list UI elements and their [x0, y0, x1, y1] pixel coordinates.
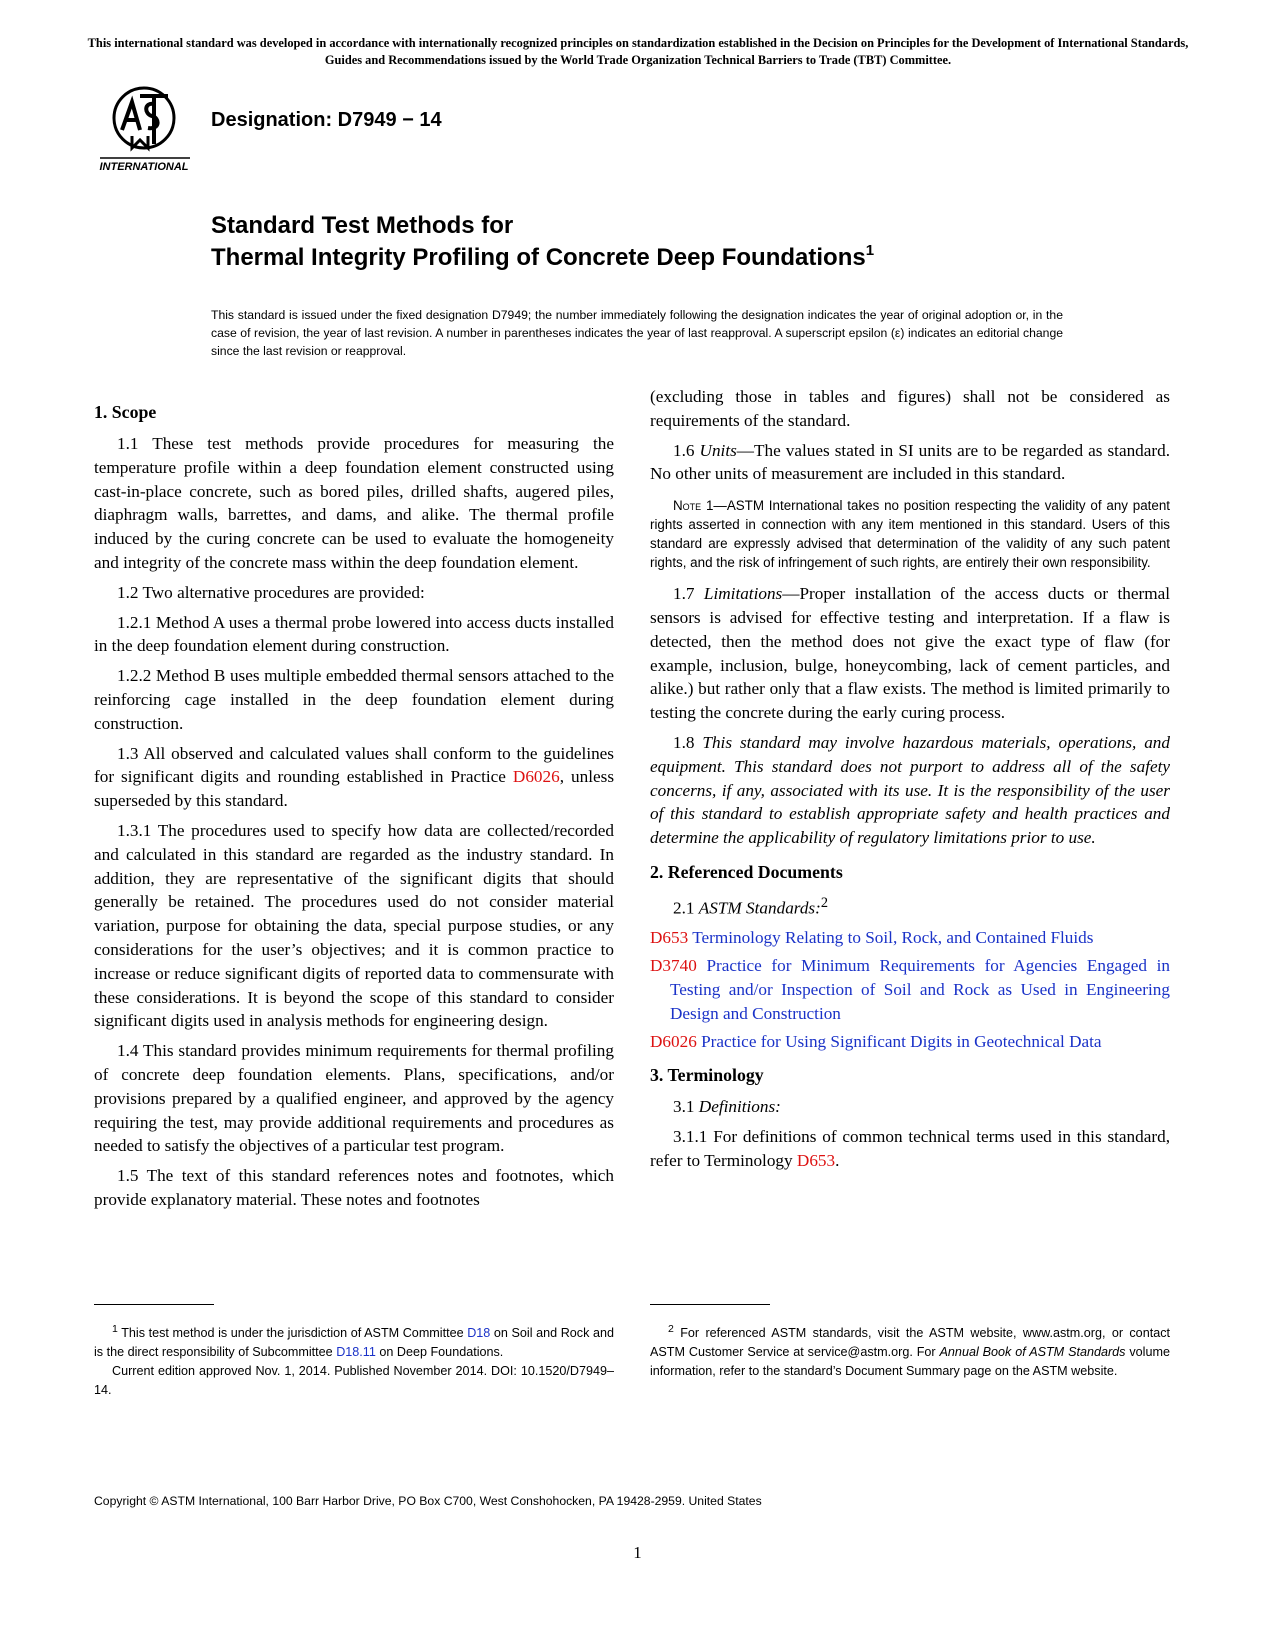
reference-d3740[interactable]: D3740 Practice for Minimum Requirements for Agencies Engaged in Testing and/or Inspection of Soil and Rock as Used in Engineering Design and Construction — [650, 956, 1171, 1023]
logo-text: INTERNATIONAL — [99, 161, 189, 173]
para-1-1: 1.1 These test methods provide procedures for measuring the temperature profile within a deep foundation element constructed using cast-in-place concrete, such as bored piles, drilled shafts, augered piles, diaphragm walls, barrettes, and dams, and alike. The thermal profile induced by the curing concrete can be used to evaluate the homogeneity and integrity of the concrete mass within the deep foundation element. — [94, 434, 614, 572]
para-1-6: 1.6 Units—The values stated in SI units are to be regarded as standard. No other units of measurement are included in this standard. — [650, 440, 1170, 484]
para-1-2: 1.2 Two alternative procedures are provided: — [117, 582, 425, 602]
footnote-2: $^2$ For referenced ASTM standards, visit the ASTM website, www.astm.org, or contact ASTM Customer Service at service@astm.org. For Annual Book of ASTM Standards volume information, refer to the standard’s Document Summary page on the ASTM website. — [650, 1323, 1170, 1379]
astm-logo-icon — [92, 84, 196, 174]
note-1: Note 1—ASTM International takes no position respecting the validity of any patent rights asserted in connection with any item mentioned in this standard. Users of this standard are expressly advised that determination of the validity of any such patent rights, and the risk of infringement of such rights, are entirely their own responsibility. — [650, 498, 1170, 571]
para-1-2-2: 1.2.2 Method B uses multiple embedded thermal sensors attached to the reinforcing cage installed in the deep foundation element during construction. — [94, 666, 614, 733]
section-3-heading: 3. Terminology — [650, 1065, 764, 1086]
right-column — [650, 385, 1170, 1179]
page-number: 1 — [633, 1543, 642, 1562]
note-1-label: Note 1 — [673, 498, 714, 514]
designation: Designation: D7949 − 14 — [211, 109, 442, 131]
ref-link-d6026[interactable]: D6026 — [512, 767, 560, 787]
para-3-1-1: 3.1.1 For definitions of common technical terms used in this standard, refer to Terminology D653. — [650, 1127, 1170, 1171]
para-1-5: 1.5 The text of this standard references notes and footnotes, which provide explanatory material. These notes and footnotes — [94, 1166, 614, 1209]
ref-link-d653[interactable]: D653 — [796, 1151, 836, 1171]
para-1-2-1: 1.2.1 Method A uses a thermal probe lowered into access ducts installed in the deep foundation element during construction. — [94, 612, 614, 656]
para-1-4: 1.4 This standard provides minimum requirements for thermal profiling of concrete deep foundation elements. Plans, specifications, and/or provisions prepared by a qualified engineer, and approved by the agency requiring the test, may provide additional requirements and procedures as needed to satisfy the objectives of a particular test program. — [94, 1041, 614, 1156]
reference-d6026[interactable]: D6026 Practice for Using Significant Digits in Geotechnical Data — [650, 1031, 1102, 1051]
para-1-5-continued: (excluding those in tables and figures) shall not be considered as requirements of the standard. — [650, 387, 1170, 430]
standards-notice: This international standard was developed in accordance with internationally recognized principles on standardization established in the Decision on Principles for the Development of International Standards, Guides and Recommendations issued by the World Trade Organization Technical Barriers to Trade (TBT) Committee. — [87, 36, 1189, 67]
reference-d653[interactable]: D653 Terminology Relating to Soil, Rock, and Contained Fluids — [650, 928, 1094, 948]
left-column — [94, 400, 614, 1218]
footnote-rule-right — [650, 1304, 770, 1305]
copyright: Copyright © ASTM International, 100 Barr Harbor Drive, PO Box C700, West Conshohocken, PA 19428-2959. United States — [94, 1494, 762, 1508]
para-1-7: 1.7 Limitations—Proper installation of the access ducts or thermal sensors is advised for effective testing and interpretation. If a flaw is detected, then the method does not give the exact type of flaw (for example, inclusion, bulge, honeycombing, lack of cement particles, and alike.) but rather only that a flaw exists. The method is limited primarily to testing the concrete during the early curing process. — [650, 584, 1170, 723]
title-line-2: Thermal Integrity Profiling of Concrete Deep Foundations$^1$ — [211, 242, 875, 271]
title-footnote-mark: 1 — [865, 242, 875, 259]
astm-logo — [92, 84, 196, 174]
para-3-1: 3.1 Definitions: — [673, 1097, 781, 1117]
para-2-1: 2.1 ASTM Standards:$^2$ — [673, 894, 829, 918]
footnote-rule-left — [94, 1304, 214, 1305]
para-1-3-1: 1.3.1 The procedures used to specify how data are collected/recorded and calculated in this standard are regarded as the industry standard. In addition, they are representative of the significant digits that should generally be retained. The procedures used do not consider material variation, purpose for obtaining the data, special purpose studies, or any considerations for the user’s objectives; and it is common practice to increase or reduce significant digits of reported data to commensurate with these considerations. It is beyond the scope of this standard to consider significant digits used in analysis methods for engineering design. — [94, 820, 614, 1031]
para-1-3: 1.3 All observed and calculated values shall conform to the guidelines for significant digits and rounding established in Practice D6026, unless superseded by this standard. — [94, 743, 615, 811]
section-1-heading: 1. Scope — [94, 402, 157, 422]
subcommittee-link-d18-11[interactable]: D18.11 — [336, 1345, 376, 1360]
committee-link-d18[interactable]: D18 — [467, 1326, 491, 1341]
document-title — [211, 210, 874, 274]
title-line-1: Standard Test Methods for — [211, 212, 514, 239]
section-2-heading: 2. Referenced Documents — [650, 861, 843, 882]
footnote-1: $^1$ This test method is under the jurisdiction of ASTM Committee D18 on Soil and Rock and is the direct responsibility of Subcommittee D18.11 on Deep Foundations. Current edition approved Nov. 1, 2014. Published November 2014. DOI: 10.1520/D7949–14. — [94, 1323, 614, 1398]
issue-note: This standard is issued under the fixed designation D7949; the number immediately following the designation indicates the year of original adoption or, in the case of revision, the year of last revision. A number in parentheses indicates the year of last reapproval. A superscript epsilon (ε) indicates an editorial change since the last revision or reapproval. — [211, 308, 1063, 358]
para-1-8: 1.8 This standard may involve hazardous materials, operations, and equipment. This standard does not purport to address all of the safety concerns, if any, associated with its use. It is the responsibility of the user of this standard to establish appropriate safety and health practices and determine the applicability of regulatory limitations prior to use. — [650, 732, 1170, 848]
